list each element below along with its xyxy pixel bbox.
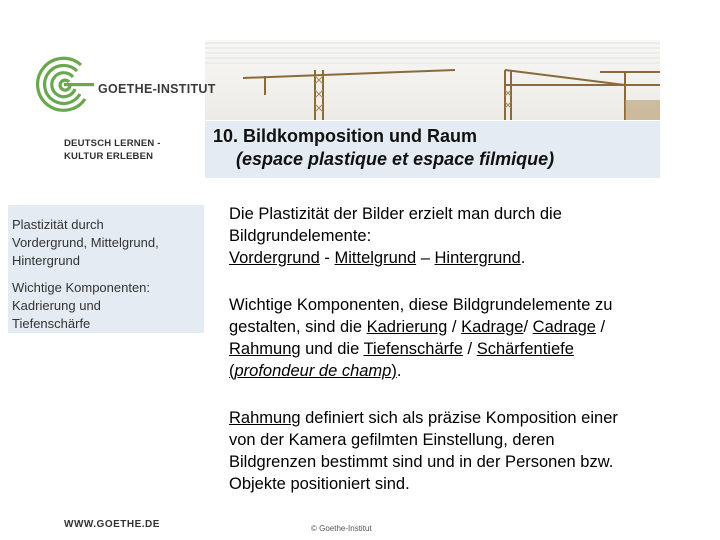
text-run: definiert sich als präzise Komposition einer: [300, 409, 618, 427]
text-line: [229, 360, 689, 382]
term-vordergrund: Vordergrund: [229, 249, 320, 267]
text-run: gestalten, sind die: [229, 318, 367, 336]
brand-name: GOETHE-INSTITUT: [98, 82, 216, 96]
term-mittelgrund: Mittelgrund: [334, 249, 417, 267]
term-rahmung: Rahmung: [229, 340, 301, 358]
term-kadrierung: Kadrierung: [366, 318, 448, 336]
text-run: und die: [300, 340, 364, 358]
term-cadrage: Cadrage: [532, 318, 596, 336]
slide-subtitle: (espace plastique et espace filmique): [236, 149, 555, 169]
paragraph-rahmung: [229, 407, 689, 495]
tagline-line: DEUTSCH LERNEN -: [64, 138, 161, 149]
text-line: Wichtige Komponenten, diese Bildgrundelemente zu: [229, 296, 613, 314]
separator: /: [462, 340, 477, 358]
text-line: Bildgrenzen bestimmt sind und in der Personen bzw.: [229, 453, 614, 471]
text-line: von der Kamera gefilmten Einstellung, deren: [229, 431, 555, 449]
sidebar-item-plastizitaet: Plastizität durch Vordergrund, Mittelgrund, Hintergrund: [12, 217, 159, 268]
paren-open: (: [229, 362, 235, 380]
text-line: [229, 247, 689, 269]
text-line: Objekte positioniert sind.: [229, 475, 410, 493]
term-rahmung: Rahmung: [229, 409, 301, 427]
paragraph-plastizitaet: [229, 203, 689, 269]
text-line: [229, 338, 689, 360]
period: .: [396, 362, 402, 380]
separator: –: [416, 249, 435, 267]
period: .: [520, 249, 526, 267]
paren-close: ): [391, 362, 397, 380]
separator: /: [447, 318, 462, 336]
term-kadrage: Kadrage: [461, 318, 524, 336]
construction-cranes-photo: [205, 40, 660, 120]
text-line: [229, 316, 689, 338]
term-profondeur-de-champ: profondeur de champ: [234, 362, 392, 380]
sidebar-summary: [8, 205, 204, 333]
footer-website-link[interactable]: WWW.GOETHE.DE: [64, 519, 160, 530]
text-line: Die Plastizität der Bilder erzielt man durch die: [229, 205, 562, 223]
sidebar-item-komponenten: Wichtige Komponenten: Kadrierung und Tiefenschärfe: [12, 280, 151, 331]
separator: /: [595, 318, 606, 336]
tagline-line: KULTUR ERLEBEN: [64, 151, 154, 162]
slide-title-box: [205, 121, 660, 178]
term-tiefenschaerfe: Tiefenschärfe: [363, 340, 463, 358]
slide-title: 10. Bildkomposition und Raum: [213, 126, 478, 146]
term-hintergrund: Hintergrund: [434, 249, 521, 267]
term-schaerfentiefe: Schärfentiefe: [476, 340, 574, 358]
text-line: Bildgrundelemente:: [229, 227, 372, 245]
separator: /: [523, 318, 533, 336]
goethe-swirl-icon: [33, 55, 103, 113]
separator: -: [319, 249, 335, 267]
header-photo-banner: [205, 40, 660, 120]
brand-tagline: [64, 137, 161, 163]
text-line: [229, 407, 689, 429]
paragraph-komponenten: [229, 294, 689, 382]
footer-copyright: © Goethe-Institut: [311, 524, 372, 533]
